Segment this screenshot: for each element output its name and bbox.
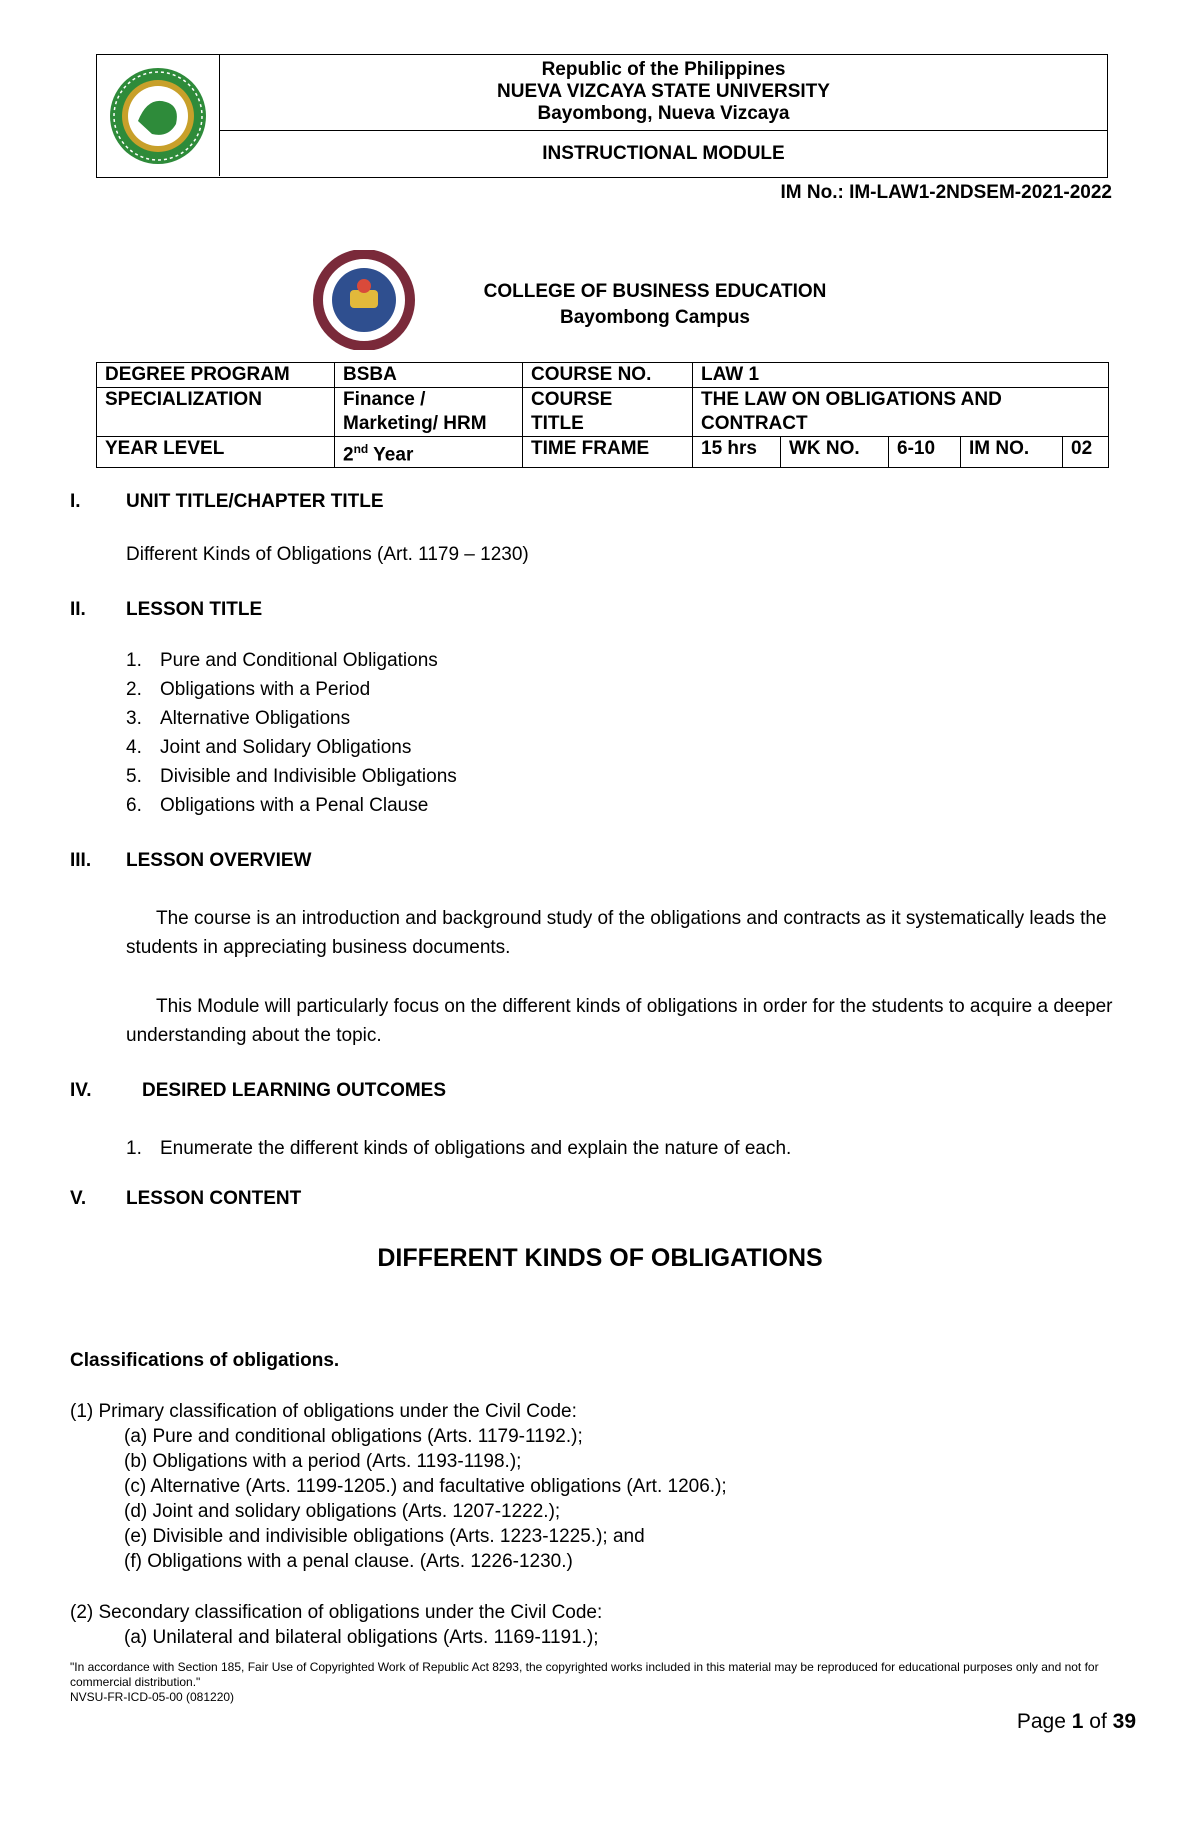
specialization-value [335,388,523,437]
lesson-title-list [126,646,457,820]
page-mid: of [1083,1710,1113,1733]
section-number: III. [70,850,92,871]
year-level-value [335,437,523,468]
im-no-value: 02 [1063,437,1109,468]
section-title: LESSON CONTENT [126,1188,302,1209]
course-title-label-line: COURSE [531,389,613,410]
primary-classification-list [124,1424,727,1574]
course-no-label: COURSE NO. [523,363,693,388]
page-current: 1 [1071,1710,1084,1733]
year-level-num: 2 [343,444,354,466]
time-frame-value: 15 hrs [693,437,781,468]
table-row [97,437,1109,468]
list-item-number: 3. [126,708,142,729]
list-item: (d) Joint and solidary obligations (Arts. 1207-1222.); [124,1501,561,1522]
form-code: NVSU-FR-ICD-05-00 (081220) [70,1690,235,1704]
year-level-label: YEAR LEVEL [97,437,335,468]
nvsu-seal-icon [97,55,220,176]
footer [70,1660,1140,1705]
list-item-number: 1. [126,650,142,671]
list-item-text: Alternative Obligations [160,708,351,729]
section-title: UNIT TITLE/CHAPTER TITLE [126,491,384,512]
course-no-value: LAW 1 [693,363,1109,388]
section-number: II. [70,599,86,620]
list-item [126,762,457,791]
country-line: Republic of the Philippines [541,59,786,80]
course-title-value-line: THE LAW ON OBLIGATIONS AND [701,389,1002,410]
course-title-label-line: TITLE [531,413,584,434]
list-item [126,646,457,675]
page-prefix: Page [1016,1710,1072,1733]
page-total: 39 [1112,1710,1136,1733]
list-item: (f) Obligations with a penal clause. (Arts. 1226-1230.) [124,1551,573,1572]
specialization-value-line: Marketing/ HRM [343,413,487,434]
section-number: I. [70,491,81,512]
secondary-classification-list [124,1625,599,1650]
outcome-text: Enumerate the different kinds of obligations and explain the nature of each. [160,1138,792,1159]
wk-no-label: WK NO. [781,437,889,468]
degree-program-label: DEGREE PROGRAM [97,363,335,388]
list-item [126,675,457,704]
list-item-number: 6. [126,795,142,816]
outcome-number: 1. [126,1138,142,1159]
list-item-text: Joint and Solidary Obligations [160,737,412,758]
module-type: INSTRUCTIONAL MODULE [542,143,785,164]
time-frame-label: TIME FRAME [523,437,693,468]
college-name: COLLEGE OF BUSINESS EDUCATION [483,281,827,302]
content-main-title: DIFFERENT KINDS OF OBLIGATIONS [377,1244,823,1272]
list-item-text: Pure and Conditional Obligations [160,650,438,671]
specialization-value-line: Finance / [343,389,426,410]
course-title-value [693,388,1109,437]
learning-outcome-item [126,1134,791,1163]
section-title: LESSON OVERVIEW [126,850,312,871]
section-title: DESIRED LEARNING OUTCOMES [142,1080,447,1101]
college-block [470,279,840,331]
list-item [126,704,457,733]
specialization-label: SPECIALIZATION [97,388,335,437]
list-item [126,791,457,820]
list-item: (e) Divisible and indivisible obligations (Arts. 1223-1225.); and [124,1526,645,1547]
overview-paragraph: This Module will particularly focus on the different kinds of obligations in order for the students to acquire a deeper understanding about the topic. [126,996,1113,1046]
im-number: IM No.: IM-LAW1-2NDSEM-2021-2022 [780,182,1112,203]
list-item-text: Obligations with a Period [160,679,371,700]
list-item-number: 5. [126,766,142,787]
list-item-number: 4. [126,737,142,758]
table-row [97,388,1109,437]
year-level-sup: nd [353,442,369,456]
university-header [96,54,1108,178]
page-number [1017,1710,1136,1734]
section-title: LESSON TITLE [126,599,263,620]
secondary-classification-heading: (2) Secondary classification of obligations under the Civil Code: [70,1602,603,1623]
university-location: Bayombong, Nueva Vizcaya [537,103,790,124]
list-item: (a) Pure and conditional obligations (Arts. 1179-1192.); [124,1426,583,1447]
overview-paragraph: The course is an introduction and background study of the obligations and contracts as it systematically leads the students in appreciating business documents. [126,908,1107,958]
list-item [126,733,457,762]
list-item-text: Divisible and Indivisible Obligations [160,766,457,787]
college-campus: Bayombong Campus [559,307,751,328]
primary-classification-heading: (1) Primary classification of obligations under the Civil Code: [70,1401,577,1422]
section-number: IV. [70,1080,92,1101]
university-title-block [220,55,1107,131]
list-item: (b) Obligations with a period (Arts. 1193-1198.); [124,1451,522,1472]
section-number: V. [70,1188,87,1209]
list-item-number: 2. [126,679,142,700]
university-name: NUEVA VIZCAYA STATE UNIVERSITY [497,81,830,102]
course-info-table [96,362,1109,468]
list-item-text: Obligations with a Penal Clause [160,795,429,816]
classifications-heading: Classifications of obligations. [70,1350,340,1371]
wk-no-value: 6-10 [889,437,961,468]
list-item: (c) Alternative (Arts. 1199-1205.) and facultative obligations (Art. 1206.); [124,1476,727,1497]
unit-title-text: Different Kinds of Obligations (Art. 1179 – 1230) [126,544,529,565]
year-level-rest: Year [368,444,414,466]
list-item: (a) Unilateral and bilateral obligations (Arts. 1169-1191.); [124,1627,599,1648]
degree-program-value: BSBA [335,363,523,388]
copyright-notice: "In accordance with Section 185, Fair Use of Copyrighted Work of Republic Act 8293, the copyrighted works included in this material may be reproduced for educational purposes only and not for commercial distribution." [70,1660,1099,1689]
course-title-value-line: CONTRACT [701,413,808,434]
table-row [97,363,1109,388]
im-no-label: IM NO. [961,437,1063,468]
cbe-seal-icon [312,250,416,355]
course-title-label [523,388,693,437]
